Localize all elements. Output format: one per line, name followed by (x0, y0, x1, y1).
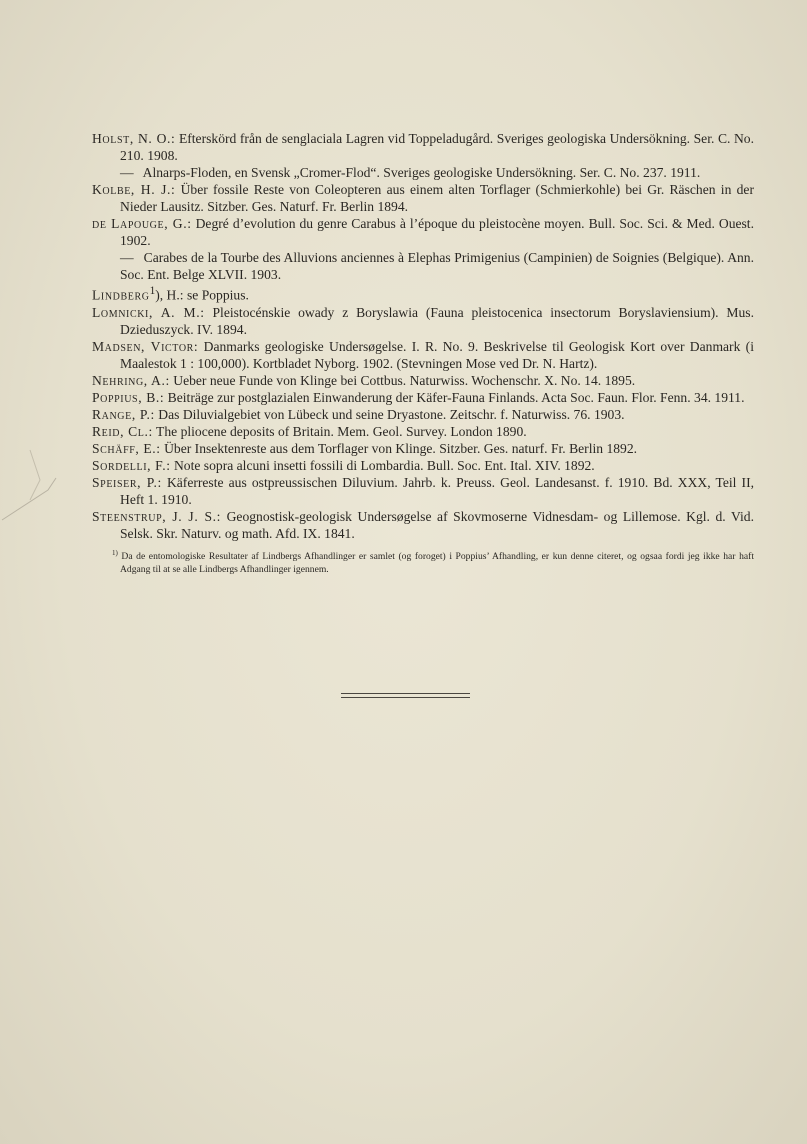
reference-author: Speiser, P.: (92, 474, 162, 490)
footnote-marker: 1 (149, 285, 156, 297)
reference-entry (92, 423, 754, 440)
reference-entry (92, 304, 754, 338)
reference-author: Kolbe, H. J.: (92, 182, 176, 197)
reference-text: Geognostisk-geologisk Undersøgelse af Skovmoserne Vidnesdam- og Lillemose. Kgl. d. Vid. Selsk. Skr. Naturv. og math. Afd. IX. 1841. (120, 508, 754, 541)
reference-entry (92, 457, 754, 474)
footnote-marker: 1) (112, 548, 118, 557)
reference-entry (92, 164, 754, 181)
reference-entry (92, 130, 754, 164)
reference-text: The pliocene deposits of Britain. Mem. Geol. Survey. London 1890. (156, 423, 527, 439)
reference-text: Beiträge zur postglazialen Einwanderung der Käfer-Fauna Finlands. Acta Soc. Faun. Flor. Fenn. 34. 1911. (167, 389, 745, 405)
reference-text: Degré d’evolution du genre Carabus à l’époque du pleistocène moyen. Bull. Soc. Sci. & Med. Ouest. 1902. (120, 216, 754, 248)
reference-entry (92, 283, 754, 304)
closing-rule-top (341, 693, 470, 694)
reference-text: Danmarks geologiske Undersøgelse. I. R. No. 9. Beskrivelse til Geologisk Kort over Danmark (i Maalestok 1 : 100,000). Kortbladet Nyborg. 1902. (Stevningen Mose ved Dr. N. Hartz). (120, 338, 754, 371)
reference-entry (92, 338, 754, 372)
reference-author: Sordelli, F.: (92, 457, 171, 473)
page-blemish (0, 430, 60, 550)
reference-entry (92, 215, 754, 249)
reference-dash: — (120, 250, 134, 265)
reference-author: Steenstrup, J. J. S.: (92, 508, 222, 524)
reference-author: Range, P.: (92, 406, 155, 422)
reference-author-tail: ), H.: (155, 287, 184, 303)
reference-text: Pleistocénskie owady z Boryslawia (Fauna pleistocenica insectorum Boryslaviensium). Mus. Dzieduszyck. IV. 1894. (120, 304, 754, 337)
reference-author: Madsen, Victor: (92, 338, 199, 354)
reference-dash: — (120, 165, 134, 180)
reference-text: Käferreste aus ostpreussischen Diluvium. Jahrb. k. Preuss. Geol. Landesanst. f. 1910. Bd. XXX, Teil II, Heft 1. 1910. (120, 474, 754, 507)
reference-text: Carabes de la Tourbe des Alluvions anciennes à Elephas Primigenius (Campinien) de Soignies (Belgique). Ann. Soc. Ent. Belge XLVII. 1903. (120, 250, 754, 282)
reference-text: Note sopra alcuni insetti fossili di Lombardia. Bull. Soc. Ent. Ital. XIV. 1892. (173, 457, 595, 473)
reference-text: Über fossile Reste von Coleopteren aus einem alten Torflager (Schmierkohle) bei Gr. Räschen in der Nieder Lausitz. Sitzber. Ges. Naturf. Fr. Berlin 1894. (120, 182, 754, 214)
reference-entry (92, 406, 754, 423)
reference-entry (92, 372, 754, 389)
reference-author: Poppius, B.: (92, 389, 165, 405)
footnote (92, 547, 754, 576)
reference-author: Nehring, A.: (92, 372, 170, 388)
reference-author: Reid, Cl.: (92, 423, 153, 439)
reference-entry (92, 508, 754, 542)
reference-author: de Lapouge, G.: (92, 216, 192, 231)
reference-author: Lomnicki, A. M.: (92, 304, 205, 320)
closing-rule-bottom (341, 697, 470, 698)
reference-entry (92, 181, 754, 215)
reference-entry (92, 440, 754, 457)
reference-text: Ueber neue Funde von Klinge bei Cottbus. Naturwiss. Wochenschr. X. No. 14. 1895. (173, 372, 636, 388)
reference-text: Das Diluvialgebiet von Lübeck und seine Dryastone. Zeitschr. f. Naturwiss. 76. 1903. (158, 406, 625, 422)
reference-text: se Poppius. (186, 287, 249, 303)
footnote-text: Da de entomologiske Resultater af Lindbergs Afhandlinger er samlet (og foroget) i Poppius’ Afhandling, er kun denne citeret, og ogsaa fordi jeg ikke har haft Adgang til at se alle Lindbergs Afhandlinger igennem. (120, 550, 754, 575)
reference-text: Alnarps-Floden, en Svensk „Cromer-Flod“. Sveriges geologiske Undersökning. Ser. C. No. 237. 1911. (142, 165, 701, 180)
reference-entry (92, 389, 754, 406)
reference-text: Efterskörd från de senglaciala Lagren vid Toppeladugård. Sveriges geologiska Undersökning. Ser. C. No. 210. 1908. (120, 131, 754, 163)
bibliography (92, 130, 754, 585)
reference-entry (92, 249, 754, 283)
reference-author: Schäff, E.: (92, 440, 161, 456)
reference-author: Holst, N. O.: (92, 131, 176, 146)
reference-author: Lindberg (92, 287, 150, 303)
reference-text: Über Insektenreste aus dem Torflager von Klinge. Sitzber. Ges. naturf. Fr. Berlin 1892. (164, 440, 638, 456)
reference-entry (92, 474, 754, 508)
